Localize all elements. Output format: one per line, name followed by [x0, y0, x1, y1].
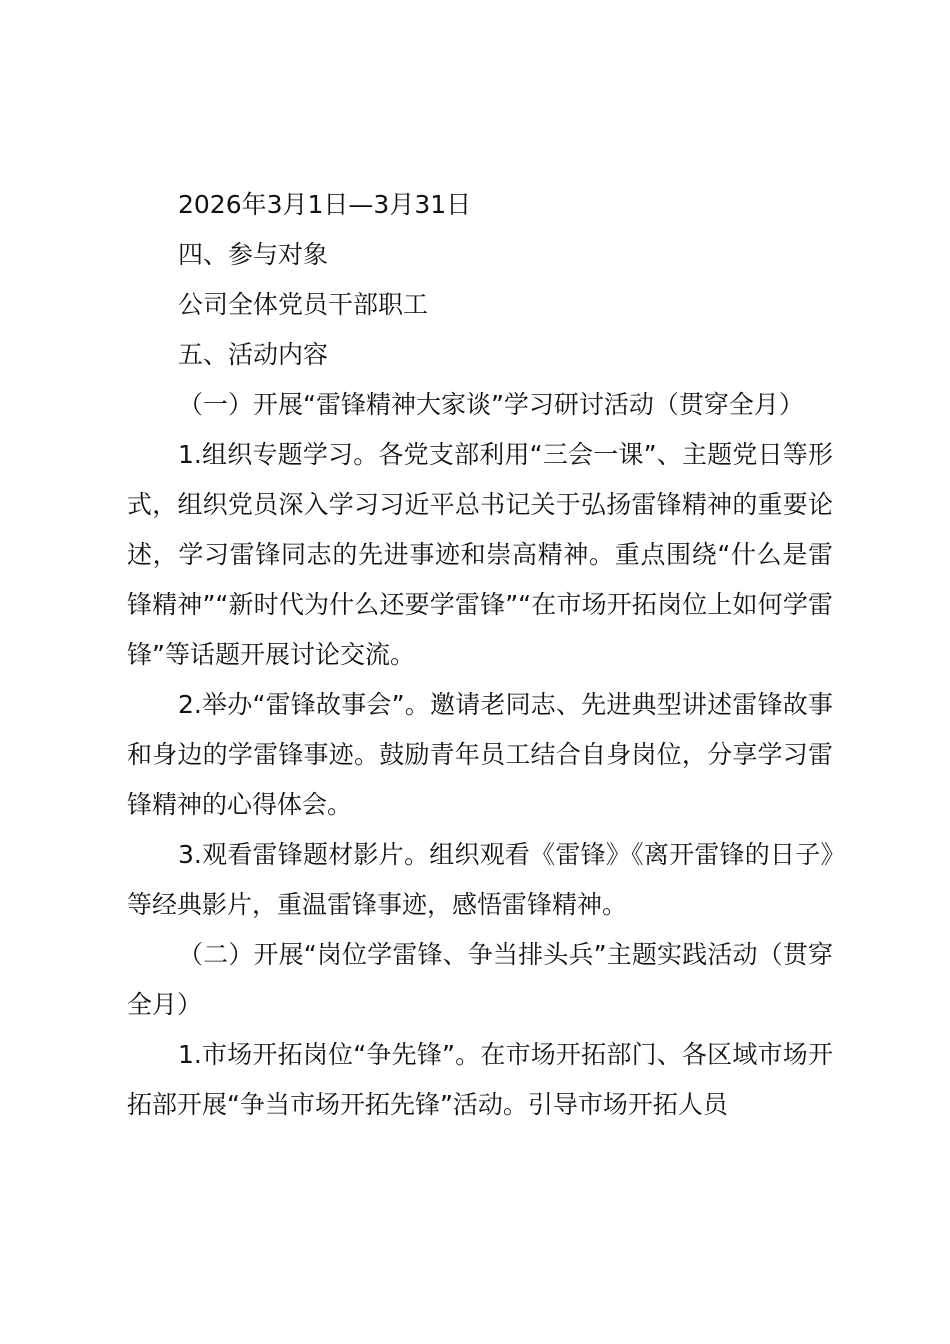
section-heading-participants: 四、参与对象 — [178, 240, 329, 269]
item-paragraph-1-3: 3.观看雷锋题材影片。组织观看《雷锋》《离开雷锋的日子》等经典影片，重温雷锋事迹，感悟雷锋精神。 — [127, 840, 833, 919]
item-paragraph-1-1: 1.组织专题学习。各党支部利用“三会一课”、主题党日等形式，组织党员深入学习习近平总书记关于弘扬雷锋精神的重要论述，学习雷锋同志的先进事迹和崇高精神。重点围绕“什么是雷锋精神”“新时代为什么还要学雷锋”“在市场开拓岗位上如何学雷锋”等话题开展讨论交流。 — [127, 440, 833, 669]
participants-text: 公司全体党员干部职工 — [178, 290, 429, 319]
subsection-heading-2: （二）开展“岗位学雷锋、争当排头兵”主题实践活动（贯穿全月） — [127, 940, 833, 1019]
document-page — [127, 180, 833, 1130]
activity-date-range: 2026年3月1日—3月31日 — [178, 190, 472, 219]
section-heading-activity-content: 五、活动内容 — [178, 340, 329, 369]
subsection-heading-1: （一）开展“雷锋精神大家谈”学习研讨活动（贯穿全月） — [178, 390, 804, 419]
item-paragraph-1-2: 2.举办“雷锋故事会”。邀请老同志、先进典型讲述雷锋故事和身边的学雷锋事迹。鼓励青年员工结合自身岗位，分享学习雷锋精神的心得体会。 — [127, 690, 833, 819]
item-paragraph-2-1: 1.市场开拓岗位“争先锋”。在市场开拓部门、各区域市场开拓部开展“争当市场开拓先锋”活动。引导市场开拓人员 — [127, 1040, 833, 1119]
